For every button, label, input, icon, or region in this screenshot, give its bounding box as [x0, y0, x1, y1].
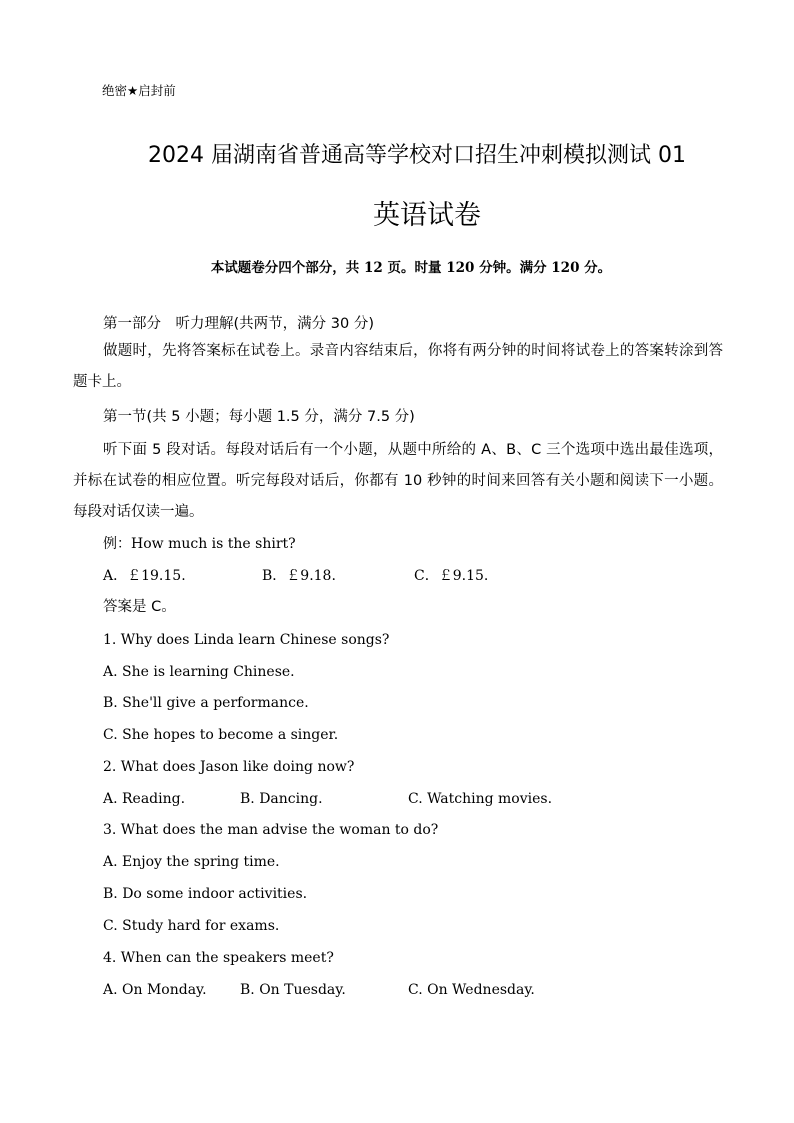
- exam-subtitle: 英语试卷: [373, 200, 481, 231]
- question-4-option-c: C. On Wednesday.: [408, 982, 535, 998]
- section1-instruction: 听下面 5 段对话。每段对话后有一个小题，从题中所给的 A、B、C 三个选项中选出最佳选项，并标在试卷的相应位置。听完每段对话后，你都有 10 秒钟的时间来回答有关小题和阅读下一小题。每段对话仅读一遍。: [73, 442, 723, 520]
- question-2-option-c: C. Watching movies.: [408, 791, 553, 807]
- section1-heading: 第一节(共 5 小题；每小题 1.5 分，满分 7.5 分): [103, 409, 415, 425]
- question-1-option-b: B. She'll give a performance.: [103, 695, 309, 711]
- question-3-option-b: B. Do some indoor activities.: [103, 886, 308, 902]
- question-3-stem: 3. What does the man advise the woman to do?: [103, 822, 439, 838]
- question-2-option-b: B. Dancing.: [240, 791, 323, 807]
- example-option-b: B．￡9.18.: [262, 568, 336, 584]
- question-1-option-a: A. She is learning Chinese.: [103, 664, 295, 680]
- question-4-option-b: B. On Tuesday.: [240, 982, 346, 998]
- exam-title: 2024 届湖南省普通高等学校对口招生冲刺模拟测试 01: [148, 143, 686, 168]
- confidential-mark: 绝密★启封前: [102, 83, 176, 98]
- example-option-c: C．￡9.15.: [414, 568, 489, 584]
- question-1-stem: 1. Why does Linda learn Chinese songs?: [103, 632, 390, 648]
- question-3-option-a: A. Enjoy the spring time.: [103, 854, 280, 870]
- part1-instruction: 做题时，先将答案标在试卷上。录音内容结束后，你将有两分钟的时间将试卷上的答案转涂到答题卡上。: [73, 343, 723, 390]
- part1-heading: 第一部分 听力理解(共两节，满分 30 分): [103, 316, 374, 332]
- question-3-option-c: C. Study hard for exams.: [103, 918, 280, 934]
- exam-info: 本试题卷分四个部分，共 12 页。时量 120 分钟。满分 120 分。: [210, 260, 612, 276]
- example-option-a: A．￡19.15.: [103, 568, 186, 584]
- question-2-option-a: A. Reading.: [103, 791, 186, 807]
- question-1-option-c: C. She hopes to become a singer.: [103, 727, 339, 743]
- example-question: 例：How much is the shirt?: [103, 536, 296, 552]
- question-2-stem: 2. What does Jason like doing now?: [103, 759, 355, 775]
- question-4-stem: 4. When can the speakers meet?: [103, 950, 334, 966]
- question-4-option-a: A. On Monday.: [103, 982, 207, 998]
- example-answer: 答案是 C。: [103, 599, 176, 615]
